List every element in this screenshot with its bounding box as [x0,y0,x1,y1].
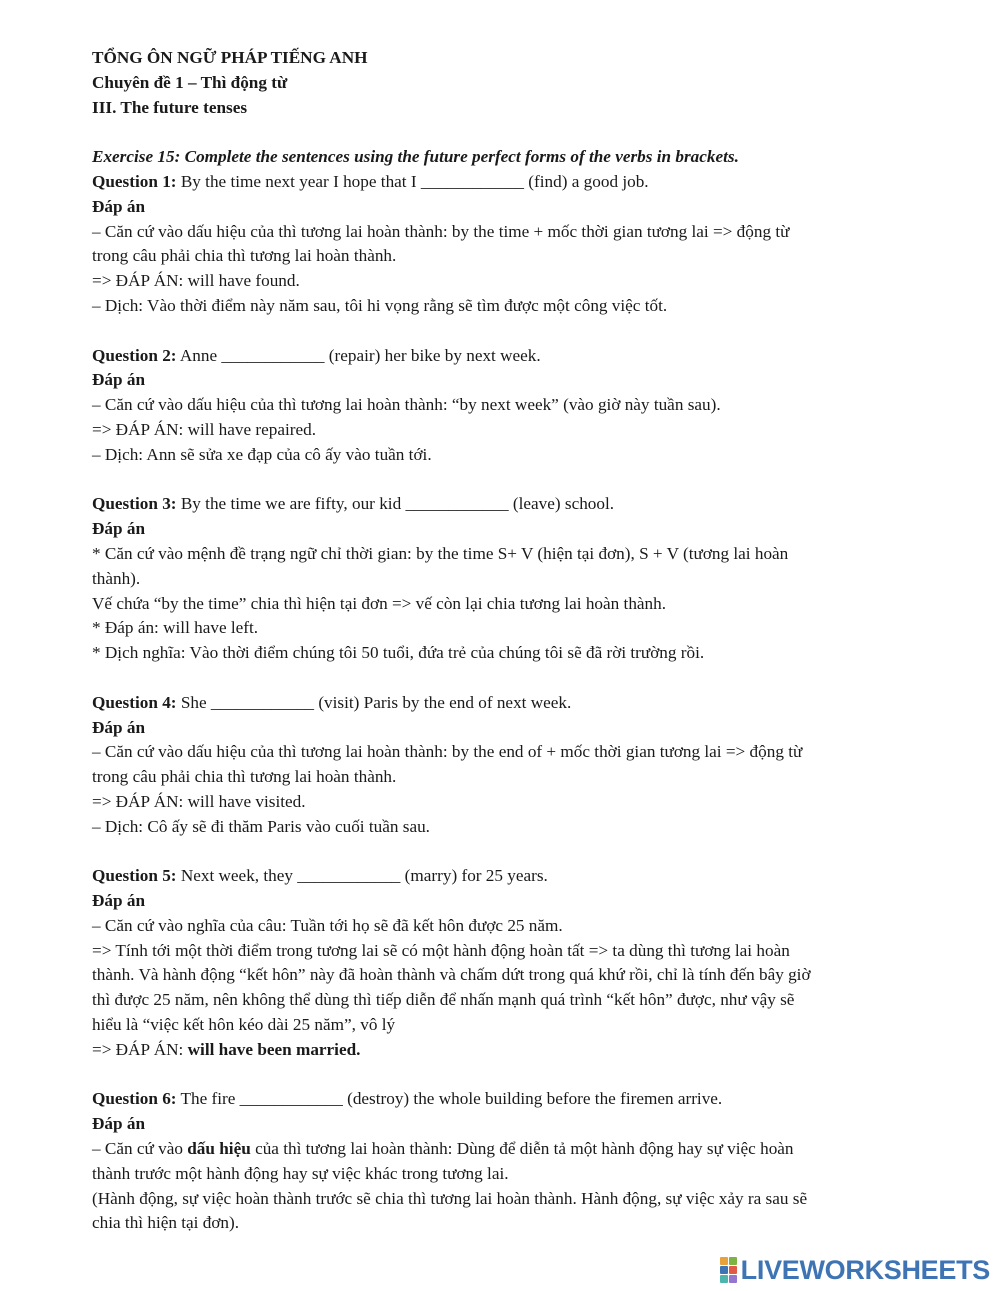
explanation-line: thành). [92,568,141,588]
exercise-instruction: Exercise 15: Complete the sentences using the future perfect forms of the verbs in brackets. [92,147,739,167]
answer-heading: Đáp án [92,891,146,911]
explanation-prefix: – Căn cứ vào [92,1139,188,1159]
explanation-line: hiểu là “việc kết hôn kéo dài 25 năm”, vô lý [92,1015,396,1035]
question-label: Question 2: [92,345,177,365]
answer-heading: Đáp án [92,519,146,539]
explanation-line: – Căn cứ vào dấu hiệu của thì tương lai hoàn thành: by the end of + mốc thời gian tương lai => động từ [92,742,803,762]
question-6 [92,1087,922,1112]
explanation-line: thì được 25 năm, nên không thể dùng thì tiếp diễn để nhấn mạnh quá trình “kết hôn” được, như vậy sẽ [92,990,795,1010]
translation-line: – Dịch: Vào thời điểm này năm sau, tôi hi vọng rằng sẽ tìm được một công việc tốt. [92,295,668,315]
explanation-line: trong câu phải chia thì tương lai hoàn thành. [92,767,397,787]
answer-line [92,1038,922,1063]
answer-line: => ĐÁP ÁN: will have repaired. [92,419,316,439]
answer-line: * Đáp án: will have left. [92,618,259,638]
translation-line: * Dịch nghĩa: Vào thời điểm chúng tôi 50 tuổi, đứa trẻ của chúng tôi sẽ đã rời trường rồi. [92,643,705,663]
question-2 [92,344,922,369]
question-label: Question 6: [92,1089,177,1109]
question-text: By the time next year I hope that I ____________ (find) a good job. [176,171,649,191]
question-text: She ____________ (visit) Paris by the end of next week. [176,692,572,712]
question-text: The fire ____________ (destroy) the whole building before the firemen arrive. [176,1089,723,1109]
answer-heading: Đáp án [92,370,146,390]
question-4 [92,691,922,716]
answer-line: => ĐÁP ÁN: will have found. [92,271,300,291]
translation-line: – Dịch: Ann sẽ sửa xe đạp của cô ấy vào tuần tới. [92,444,432,464]
explanation-line: chia thì hiện tại đơn). [92,1213,240,1233]
liveworksheets-logo [720,1256,990,1284]
explanation-line: – Căn cứ vào nghĩa của câu: Tuần tới họ sẽ đã kết hôn được 25 năm. [92,915,563,935]
question-text: Anne ____________ (repair) her bike by next week. [176,345,541,365]
question-text: Next week, they ____________ (marry) for 25 years. [176,866,548,886]
explanation-line: (Hành động, sự việc hoàn thành trước sẽ chia thì tương lai hoàn thành. Hành động, sự việc xảy ra sau sẽ [92,1188,808,1208]
doc-section: III. The future tenses [92,97,248,117]
liveworksheets-mark-icon [720,1257,737,1283]
worksheet-page [92,46,922,1236]
question-5 [92,864,922,889]
explanation-line: thành. Và hành động “kết hôn” này đã hoàn thành và chấm dứt trong quá khứ rồi, chỉ là tính đến bây giờ [92,965,811,985]
explanation-line: * Căn cứ vào mệnh đề trạng ngữ chỉ thời gian: by the time S+ V (hiện tại đơn), S + V (tương lai hoàn [92,543,789,563]
translation-line: – Dịch: Cô ấy sẽ đi thăm Paris vào cuối tuần sau. [92,816,430,836]
explanation-line: thành trước một hành động hay sự việc khác trong tương lai. [92,1163,509,1183]
answer-heading: Đáp án [92,717,146,737]
question-label: Question 4: [92,692,177,712]
answer-heading: Đáp án [92,196,146,216]
question-3 [92,492,922,517]
answer-prefix: => ĐÁP ÁN: [92,1039,188,1059]
explanation-keyword: dấu hiệu [187,1139,251,1159]
question-text: By the time we are fifty, our kid ____________ (leave) school. [176,494,615,514]
answer-value: will have been married. [187,1039,361,1059]
question-label: Question 1: [92,171,177,191]
question-label: Question 5: [92,866,177,886]
explanation-line: => Tính tới một thời điểm trong tương lai sẽ có một hành động hoàn tất => ta dùng thì tương lai hoàn [92,940,790,960]
question-1 [92,170,922,195]
doc-topic: Chuyên đề 1 – Thì động từ [92,72,288,92]
answer-line: => ĐÁP ÁN: will have visited. [92,791,306,811]
question-label: Question 3: [92,494,177,514]
doc-title: TỔNG ÔN NGỮ PHÁP TIẾNG ANH [92,48,368,67]
liveworksheets-wordmark: LIVEWORKSHEETS [740,1255,990,1285]
explanation-line: Vế chứa “by the time” chia thì hiện tại đơn => vế còn lại chia tương lai hoàn thành. [92,593,667,613]
explanation-line: trong câu phải chia thì tương lai hoàn thành. [92,246,397,266]
explanation-line [92,1137,922,1162]
explanation-rest: của thì tương lai hoàn thành: Dùng để diễn tả một hành động hay sự việc hoàn [250,1139,794,1159]
explanation-line: – Căn cứ vào dấu hiệu của thì tương lai hoàn thành: by the time + mốc thời gian tương lai => động từ [92,221,790,241]
explanation-line: – Căn cứ vào dấu hiệu của thì tương lai hoàn thành: “by next week” (vào giờ này tuần sau). [92,395,721,415]
answer-heading: Đáp án [92,1114,146,1134]
